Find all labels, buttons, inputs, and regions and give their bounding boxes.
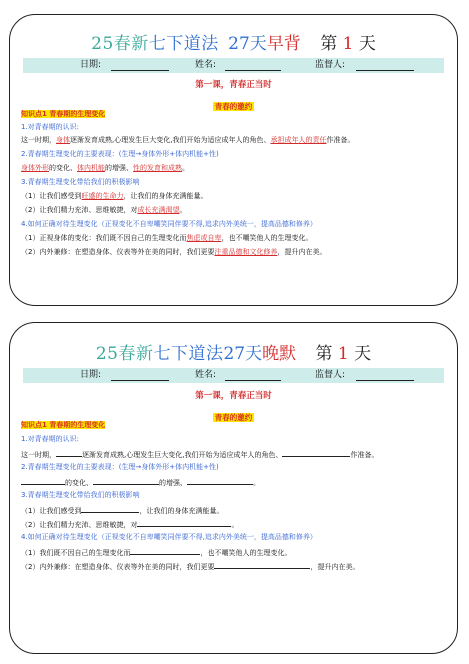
blank-responsibility[interactable]	[282, 448, 350, 457]
name-label: 姓名:	[195, 60, 217, 70]
title-subject: 七下道法	[148, 34, 219, 54]
info-bar	[23, 368, 444, 383]
line-3: （1）让我们感受到旺盛的生命力，让我们的身体充满能量。	[21, 192, 208, 200]
evening-dictation-card	[9, 322, 458, 654]
supervisor-label: 监督人:	[315, 60, 346, 70]
heading-3: 3.青春期生理变化带给我们的积极影响	[21, 491, 140, 499]
line-3: （1）让我们感受到 ，让我们的身体充满能量。	[21, 504, 223, 516]
blank-cultivation[interactable]	[214, 560, 310, 569]
day-number: 1	[342, 34, 354, 54]
line-2: 身体外形的变化、体内机能的增强、性的发育和成熟。	[21, 164, 189, 172]
section-subtitle: 青春的邀约	[214, 413, 253, 422]
title-session: 早背	[266, 34, 301, 54]
blank-growth[interactable]	[137, 518, 231, 527]
day-suffix: 天	[358, 34, 376, 54]
line-4: （2）让我们精力充沛、思维敏捷，对 。	[21, 518, 238, 530]
blank-body[interactable]	[56, 448, 82, 457]
date-label: 日期:	[80, 370, 102, 380]
heading-3: 3.青春期生理变化带给我们的积极影响	[21, 178, 140, 186]
heading-2: 2.青春期生理变化的主要表现：(生理→身体外形+体内机能+性)	[21, 463, 219, 471]
line-6: （2）内外兼修：在塑造身体、仪表等外在美的同时，我们更要 ，提升内在美。	[21, 560, 359, 572]
info-bar	[23, 58, 444, 73]
date-field[interactable]	[111, 380, 169, 381]
line-2: 的变化、 的增强、 。	[21, 476, 260, 488]
line-1: 这一时期， 逐渐发育成熟,心理发生巨大变化,我们开始为适应成年人的角色、 作准备。	[21, 448, 378, 460]
day-number: 1	[337, 344, 349, 364]
line-5: （1）我们既不因自己的生理变化而 ，也不嘲笑他人的生理变化。	[21, 546, 291, 558]
title-days: 27天	[223, 344, 263, 364]
blank-vitality[interactable]	[81, 504, 139, 513]
title-year: 25春新	[91, 34, 149, 54]
name-label: 姓名:	[195, 370, 217, 380]
name-field[interactable]	[225, 70, 281, 71]
line-5: （1）正视身体的变化：我们既不因自己的生理变化而焦虑或自卑，也不嘲笑他人的生理变化。	[21, 234, 313, 242]
day-suffix: 天	[354, 344, 372, 364]
evening-title	[10, 339, 457, 364]
line-6: （2）内外兼修：在塑造身体、仪表等外在美的同时，我们更要注重品德和文化修养，提升内在美。	[21, 248, 327, 256]
supervisor-field[interactable]	[356, 380, 414, 381]
lesson-heading: 第一课，青春正当时	[195, 391, 272, 401]
title-subject: 七下道法	[153, 344, 224, 364]
heading-2: 2.青春期生理变化的主要表现：(生理→身体外形+体内机能+性)	[21, 150, 219, 158]
section-subtitle: 青春的邀约	[214, 102, 253, 111]
line-4: （2）让我们精力充沛、思维敏捷，对成长充满渴望。	[21, 206, 187, 214]
date-field[interactable]	[111, 70, 169, 71]
line-1: 这一时期，身体逐渐发育成熟,心理发生巨大变化,我们开始为适应成年人的角色、承担成年人的责任作准备。	[21, 136, 355, 144]
heading-1: 1.对青春期的认识:	[21, 435, 80, 443]
lesson-heading: 第一课，青春正当时	[195, 80, 272, 90]
heading-4: 4.如何正确对待生理变化（正视变化不自卑嘲笑同伴要不得,追求内外美统一，提高品德和修养）	[21, 533, 317, 541]
blank-appearance[interactable]	[21, 476, 65, 485]
heading-1: 1.对青春期的认识:	[21, 123, 80, 131]
blank-function[interactable]	[93, 476, 159, 485]
day-prefix: 第	[320, 34, 338, 54]
title-year: 25春新	[95, 344, 154, 364]
blank-maturity[interactable]	[187, 476, 253, 485]
day-prefix: 第	[315, 344, 333, 364]
knowledge-point-label: 知识点1 青春期的生理变化	[21, 421, 106, 429]
heading-4: 4.如何正确对待生理变化（正视变化不自卑嘲笑同伴要不得,追求内外美统一，提高品德和修养）	[21, 220, 317, 228]
morning-title	[10, 29, 457, 54]
date-label: 日期:	[80, 60, 102, 70]
supervisor-label: 监督人:	[315, 370, 346, 380]
blank-anxiety[interactable]	[130, 546, 200, 555]
title-session: 晚默	[262, 344, 297, 364]
knowledge-point-label: 知识点1 青春期的生理变化	[21, 110, 106, 118]
supervisor-field[interactable]	[356, 70, 414, 71]
morning-recite-card	[9, 14, 458, 306]
name-field[interactable]	[225, 380, 281, 381]
title-days: 27天	[228, 34, 267, 54]
